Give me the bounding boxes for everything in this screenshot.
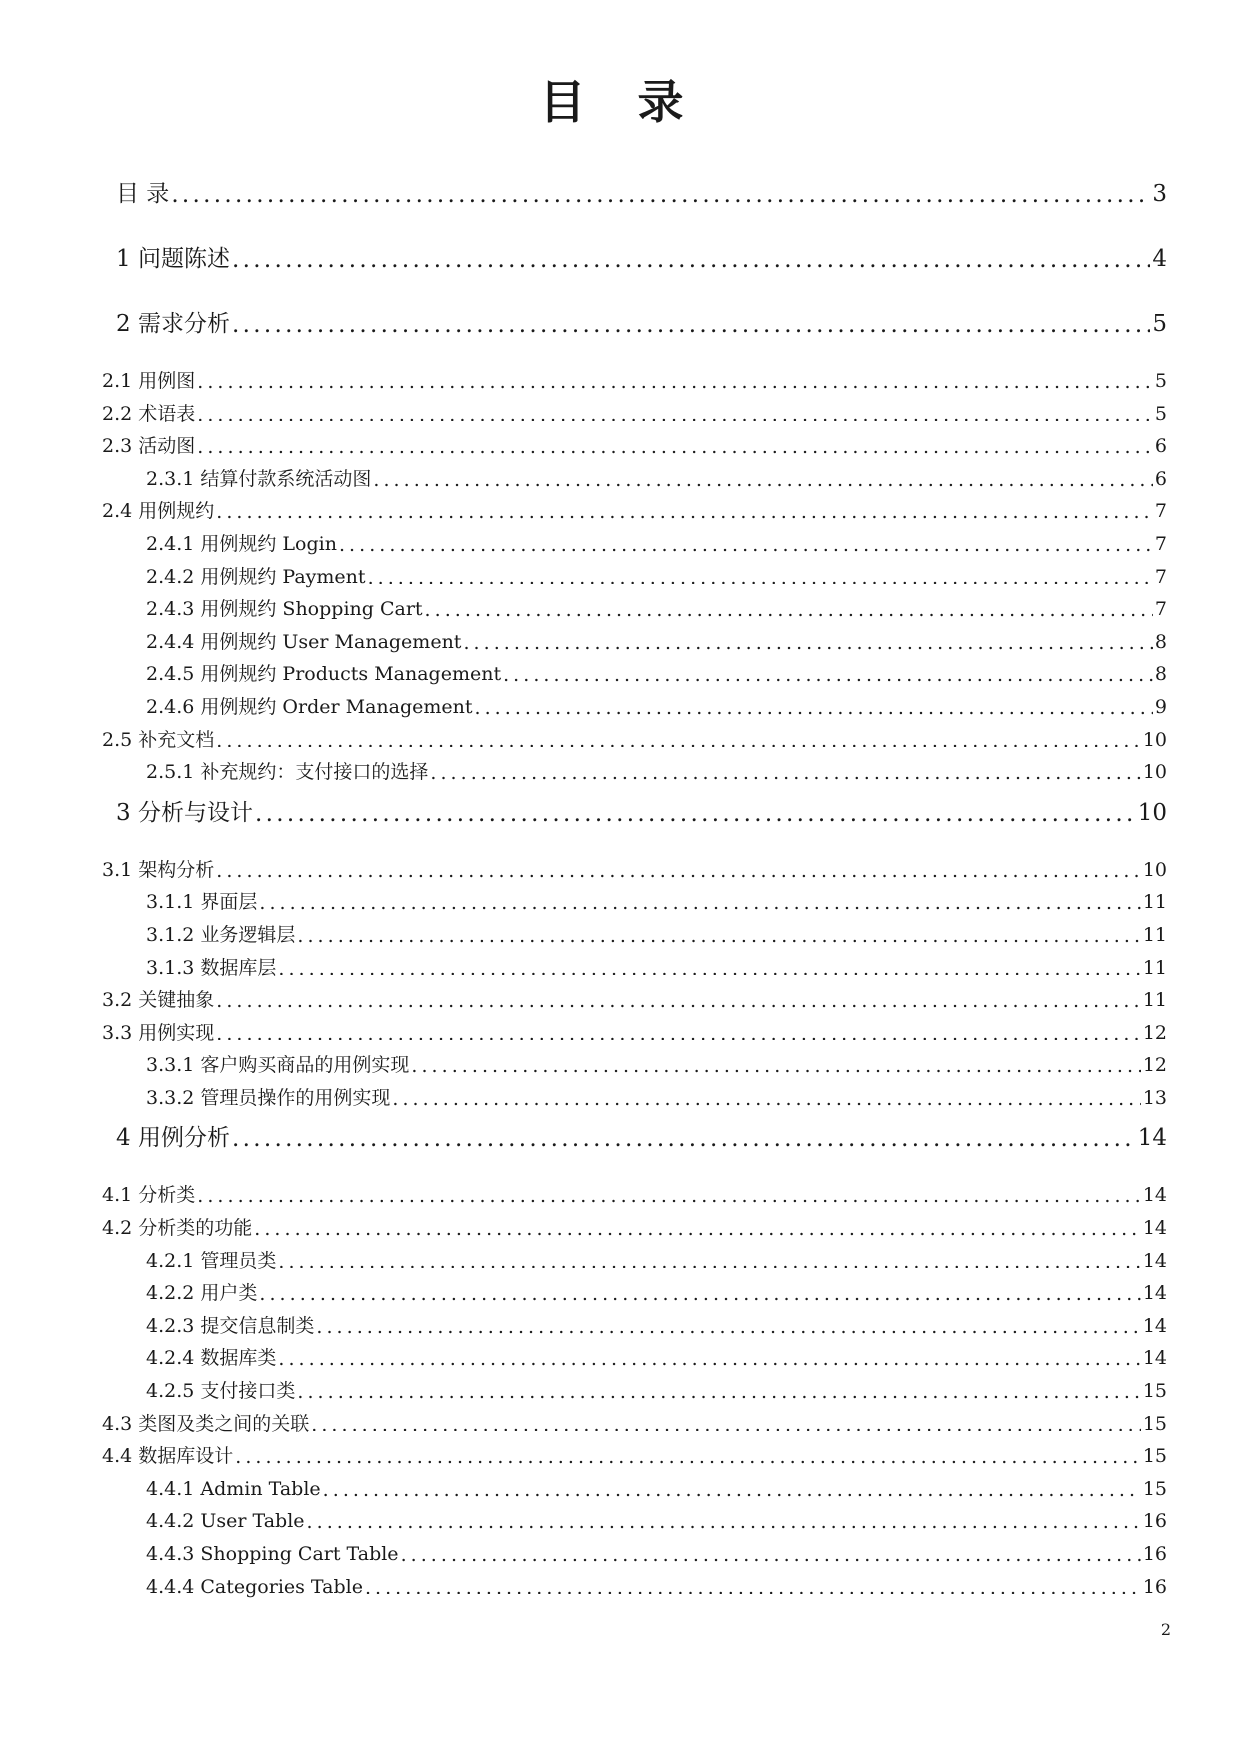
toc-entry-page: 14 <box>1142 1184 1167 1207</box>
toc-entry-label: 3.2 关键抽象 <box>102 989 215 1012</box>
toc-dot-leader <box>401 1539 1141 1562</box>
toc-entry-label: 2.3.1 结算付款系统活动图 <box>146 467 372 490</box>
toc-entry[interactable] <box>146 561 1167 594</box>
toc-entry-page: 8 <box>1154 663 1167 686</box>
toc-entry[interactable] <box>146 463 1167 496</box>
toc-entry[interactable] <box>146 1571 1167 1604</box>
toc-entry-page: 9 <box>1154 695 1167 718</box>
toc-entry-page: 12 <box>1142 1054 1167 1077</box>
toc-entry-label: 4 用例分析 <box>116 1125 230 1152</box>
toc-dot-leader <box>197 431 1153 454</box>
toc-dot-leader <box>316 1311 1140 1334</box>
toc-entry-page: 10 <box>1137 799 1167 826</box>
toc-entry-page: 7 <box>1154 500 1167 523</box>
toc-entry-page: 6 <box>1154 467 1167 490</box>
toc-entry[interactable] <box>146 1049 1167 1082</box>
toc-entry-page: 15 <box>1142 1445 1167 1468</box>
toc-dot-leader <box>297 1376 1140 1399</box>
toc-dot-leader <box>503 659 1153 682</box>
toc-dot-leader <box>339 529 1153 552</box>
toc-entry-page: 11 <box>1142 891 1167 914</box>
toc-entry[interactable] <box>116 300 1167 365</box>
toc-entry-page: 14 <box>1142 1347 1167 1370</box>
toc-dot-leader <box>216 855 1141 878</box>
toc-entry-label: 4.3 类图及类之间的关联 <box>102 1412 310 1435</box>
toc-dot-leader <box>323 1474 1141 1497</box>
toc-dot-leader <box>235 1441 1141 1464</box>
toc-entry-page: 10 <box>1142 728 1167 751</box>
toc-entry-label: 4.2.1 管理员类 <box>146 1249 277 1272</box>
toc-entry[interactable] <box>102 724 1167 757</box>
toc-dot-leader <box>307 1506 1141 1529</box>
toc-entry[interactable] <box>146 919 1167 952</box>
toc-entry[interactable] <box>102 365 1167 398</box>
toc-entry[interactable] <box>102 495 1167 528</box>
toc-entry-page: 14 <box>1142 1217 1167 1240</box>
toc-entry[interactable] <box>146 1505 1167 1538</box>
page-title: 目 录 <box>539 75 702 129</box>
toc-entry[interactable] <box>116 789 1167 854</box>
toc-entry-label: 4.2.4 数据库类 <box>146 1347 277 1370</box>
toc-entry-page: 3 <box>1152 181 1167 207</box>
table-of-contents <box>0 170 1241 1603</box>
toc-dot-leader <box>232 1123 1136 1151</box>
toc-entry-page: 5 <box>1154 402 1167 425</box>
toc-entry-label: 目 录 <box>116 181 170 207</box>
toc-entry-page: 15 <box>1142 1412 1167 1435</box>
toc-dot-leader <box>368 562 1153 585</box>
toc-entry[interactable] <box>146 1082 1167 1115</box>
toc-entry-label: 4.2.5 支付接口类 <box>146 1380 296 1403</box>
toc-entry[interactable] <box>102 1017 1167 1050</box>
toc-dot-leader <box>365 1572 1141 1595</box>
toc-entry[interactable] <box>146 756 1167 789</box>
toc-dot-leader <box>232 309 1150 337</box>
toc-entry-label: 3.1.3 数据库层 <box>146 956 277 979</box>
toc-entry-label: 3.3 用例实现 <box>102 1021 215 1044</box>
toc-entry[interactable] <box>146 626 1167 659</box>
toc-entry-label: 4.4.3 Shopping Cart Table <box>146 1543 399 1565</box>
toc-dot-leader <box>216 1018 1141 1041</box>
toc-dot-leader <box>425 594 1153 617</box>
toc-dot-leader <box>216 496 1153 519</box>
toc-entry-label: 3.1 架构分析 <box>102 858 215 881</box>
toc-entry-page: 11 <box>1142 956 1167 979</box>
toc-entry-label: 2.5 补充文档 <box>102 728 215 751</box>
toc-entry[interactable] <box>102 1408 1167 1441</box>
toc-entry-label: 2.4.1 用例规约 Login <box>146 532 337 555</box>
toc-dot-leader <box>278 1343 1140 1366</box>
toc-entry-page: 15 <box>1142 1477 1167 1500</box>
toc-entry-label: 4.2.2 用户类 <box>146 1282 258 1305</box>
toc-entry-label: 1 问题陈述 <box>116 246 230 272</box>
toc-dot-leader <box>254 1213 1141 1236</box>
toc-dot-leader <box>197 366 1153 389</box>
toc-entry-label: 4.1 分析类 <box>102 1184 196 1207</box>
toc-entry-page: 14 <box>1142 1249 1167 1272</box>
toc-entry[interactable] <box>102 1440 1167 1473</box>
toc-entry-page: 16 <box>1142 1575 1167 1598</box>
toc-entry-page: 7 <box>1154 532 1167 555</box>
toc-dot-leader <box>373 464 1153 487</box>
toc-dot-leader <box>392 1083 1140 1106</box>
toc-entry-label: 2 需求分析 <box>116 311 230 337</box>
toc-entry[interactable] <box>146 1310 1167 1343</box>
toc-entry-label: 2.4.6 用例规约 Order Management <box>146 695 473 718</box>
toc-dot-leader <box>197 399 1153 422</box>
toc-entry-page: 14 <box>1142 1314 1167 1337</box>
toc-dot-leader <box>463 627 1152 650</box>
toc-entry[interactable] <box>146 1375 1167 1408</box>
toc-entry-page: 14 <box>1142 1282 1167 1305</box>
toc-entry[interactable] <box>116 170 1167 235</box>
toc-dot-leader <box>216 725 1141 748</box>
toc-dot-leader <box>197 1180 1141 1203</box>
toc-entry-page: 6 <box>1154 435 1167 458</box>
toc-entry-label: 2.4.2 用例规约 Payment <box>146 565 366 588</box>
toc-dot-leader <box>278 953 1140 976</box>
toc-dot-leader <box>259 887 1140 910</box>
toc-entry-label: 3.3.1 客户购买商品的用例实现 <box>146 1054 410 1077</box>
toc-dot-leader <box>232 244 1150 272</box>
page-number: 2 <box>1160 1620 1171 1639</box>
toc-dot-leader <box>216 985 1141 1008</box>
toc-entry-page: 12 <box>1142 1021 1167 1044</box>
toc-entry-label: 4.4.4 Categories Table <box>146 1575 363 1598</box>
toc-entry[interactable] <box>146 691 1167 724</box>
toc-entry[interactable] <box>102 1179 1167 1212</box>
toc-dot-leader <box>297 920 1140 943</box>
toc-dot-leader <box>430 757 1140 780</box>
toc-dot-leader <box>411 1050 1140 1073</box>
toc-entry-label: 2.2 术语表 <box>102 402 196 425</box>
toc-entry[interactable] <box>102 984 1167 1017</box>
toc-entry[interactable] <box>146 952 1167 985</box>
toc-entry-label: 4.2.3 提交信息制类 <box>146 1314 315 1337</box>
toc-entry-page: 5 <box>1154 370 1167 392</box>
toc-entry[interactable] <box>146 1473 1167 1506</box>
toc-entry[interactable] <box>146 1245 1167 1278</box>
toc-entry-label: 2.4.5 用例规约 Products Management <box>146 663 502 686</box>
toc-entry-page: 8 <box>1154 630 1167 653</box>
toc-entry-label: 3.1.2 业务逻辑层 <box>146 923 296 946</box>
toc-entry[interactable] <box>102 1212 1167 1245</box>
toc-entry-page: 11 <box>1142 923 1167 946</box>
toc-entry-page: 16 <box>1142 1510 1167 1533</box>
toc-entry-page: 7 <box>1154 565 1167 588</box>
toc-entry-page: 10 <box>1142 761 1167 784</box>
toc-entry[interactable] <box>146 528 1167 561</box>
toc-entry-label: 4.4.2 User Table <box>146 1510 305 1533</box>
toc-entry-page: 16 <box>1142 1543 1167 1565</box>
toc-entry[interactable] <box>146 1538 1167 1571</box>
toc-entry-label: 4.4.1 Admin Table <box>146 1477 321 1500</box>
toc-entry-label: 3 分析与设计 <box>116 799 253 826</box>
toc-entry[interactable] <box>146 1277 1167 1310</box>
toc-entry-label: 4.4 数据库设计 <box>102 1445 234 1468</box>
toc-entry-page: 10 <box>1142 858 1167 881</box>
toc-entry[interactable] <box>116 235 1167 300</box>
toc-entry[interactable] <box>102 854 1167 887</box>
toc-dot-leader <box>278 1246 1140 1269</box>
toc-entry-label: 2.4 用例规约 <box>102 500 215 523</box>
toc-dot-leader <box>255 798 1136 826</box>
toc-entry[interactable] <box>146 886 1167 919</box>
toc-dot-leader <box>171 179 1150 207</box>
toc-entry-page: 4 <box>1152 246 1167 272</box>
toc-entry[interactable] <box>146 593 1167 626</box>
toc-entry-label: 2.4.4 用例规约 User Management <box>146 630 462 653</box>
toc-entry[interactable] <box>146 658 1167 691</box>
toc-dot-leader <box>311 1409 1141 1432</box>
toc-entry-label: 4.2 分析类的功能 <box>102 1217 253 1240</box>
toc-entry[interactable] <box>146 1342 1167 1375</box>
toc-entry-label: 2.1 用例图 <box>102 370 196 392</box>
toc-entry-label: 2.3 活动图 <box>102 435 196 458</box>
toc-entry[interactable] <box>102 430 1167 463</box>
toc-entry-page: 14 <box>1137 1125 1167 1152</box>
toc-entry-label: 2.4.3 用例规约 Shopping Cart <box>146 598 423 621</box>
toc-entry-page: 11 <box>1142 989 1167 1012</box>
toc-dot-leader <box>475 692 1153 715</box>
toc-entry-page: 7 <box>1154 598 1167 621</box>
toc-entry-page: 5 <box>1152 311 1167 337</box>
toc-dot-leader <box>259 1278 1140 1301</box>
toc-entry-label: 2.5.1 补充规约：支付接口的选择 <box>146 761 429 784</box>
toc-entry-label: 3.3.2 管理员操作的用例实现 <box>146 1086 391 1109</box>
toc-entry[interactable] <box>116 1114 1167 1179</box>
toc-entry-label: 3.1.1 界面层 <box>146 891 258 914</box>
toc-entry-page: 15 <box>1142 1380 1167 1403</box>
toc-entry-page: 13 <box>1142 1086 1167 1109</box>
toc-entry[interactable] <box>102 398 1167 431</box>
